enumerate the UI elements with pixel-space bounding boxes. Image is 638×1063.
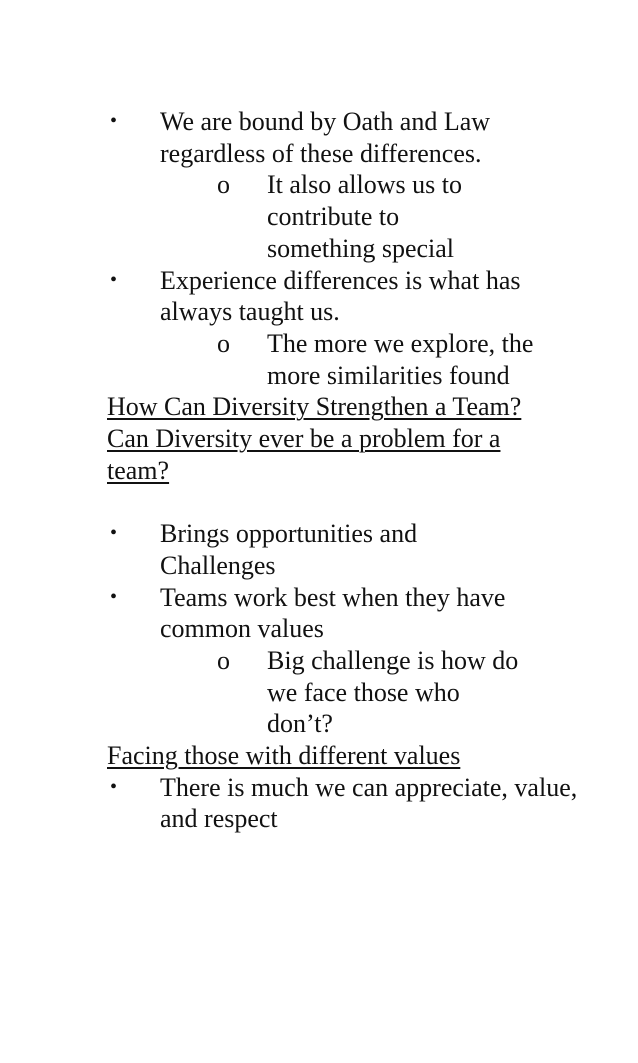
sub-bullet-item [107,645,532,740]
sub-bullet-text: The more we explore, the more similarities found [267,328,534,390]
section-heading: How Can Diversity Strengthen a Team? [107,392,522,422]
bullet-item [107,265,560,328]
bullet-text: Experience differences is what has always taught us. [160,265,521,327]
bullet-marker: • [110,775,118,798]
bullet-text: We are bound by Oath and Law regardless of these differences. [160,107,491,168]
sub-bullet-marker: o [217,328,230,358]
section-heading: Facing those with different values [107,741,461,771]
bullet-marker: • [110,585,118,608]
bullet-item [107,772,580,835]
bullet-item [107,518,520,581]
sub-bullet-item [107,169,507,264]
bullet-marker: • [110,522,118,545]
bullet-text: Brings opportunities and Challenges [160,519,418,580]
bullet-text: Teams work best when they have common values [160,582,506,644]
sub-bullet-text: Big challenge is how do we face those who don’t? [267,645,519,739]
section-heading: Can Diversity ever be a problem for a team? [107,424,501,485]
sub-bullet-marker: o [217,645,230,675]
bullet-item [107,106,548,169]
document-body [107,106,578,835]
sub-bullet-item [107,328,537,391]
blank-line [107,486,547,518]
sub-bullet-text: It also allows us to contribute to something special [267,170,462,263]
bullet-marker: • [110,110,118,132]
bullet-text: There is much we can appreciate, value, and respect [160,772,578,834]
bullet-marker: • [110,268,118,291]
sub-bullet-marker: o [217,170,230,200]
bullet-item [107,582,560,645]
